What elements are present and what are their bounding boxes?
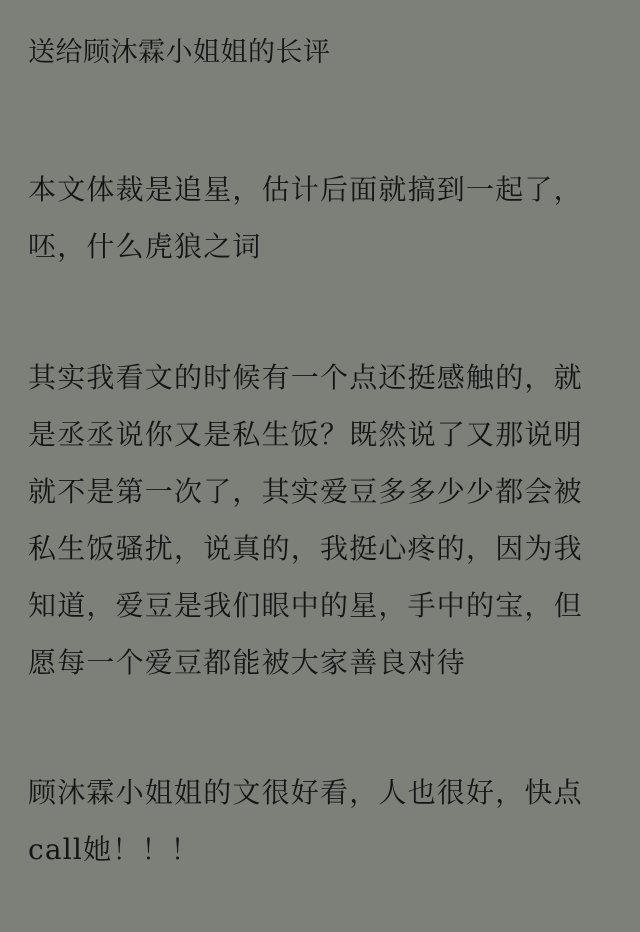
page-title: 送给顾沐霖小姐姐的长评 (28, 37, 331, 68)
paragraph-line: 是丞丞说你又是私生饭？既然说了又那说明 (28, 418, 583, 451)
paragraph-line: 顾沐霖小姐姐的文很好看，人也很好，快点 (28, 776, 583, 809)
paragraph-line: 呸，什么虎狼之词 (28, 230, 262, 263)
paragraph-line: 知道，爱豆是我们眼中的星，手中的宝，但 (28, 589, 583, 622)
paragraph-closing (28, 764, 612, 878)
paragraph-line: 本文体裁是追星，估计后面就搞到一起了， (28, 173, 583, 206)
paragraph-line: 其实我看文的时候有一个点还挺感触的，就 (28, 361, 583, 394)
paragraph-intro (28, 161, 612, 275)
paragraph-line: 就不是第一次了，其实爱豆多多少少都会被 (28, 475, 583, 508)
paragraph-body (28, 349, 612, 691)
paragraph-line: 私生饭骚扰，说真的，我挺心疼的，因为我 (28, 532, 583, 565)
paragraph-line: 愿每一个爱豆都能被大家善良对待 (28, 646, 467, 679)
paragraph-line: call她！！！ (28, 833, 200, 866)
